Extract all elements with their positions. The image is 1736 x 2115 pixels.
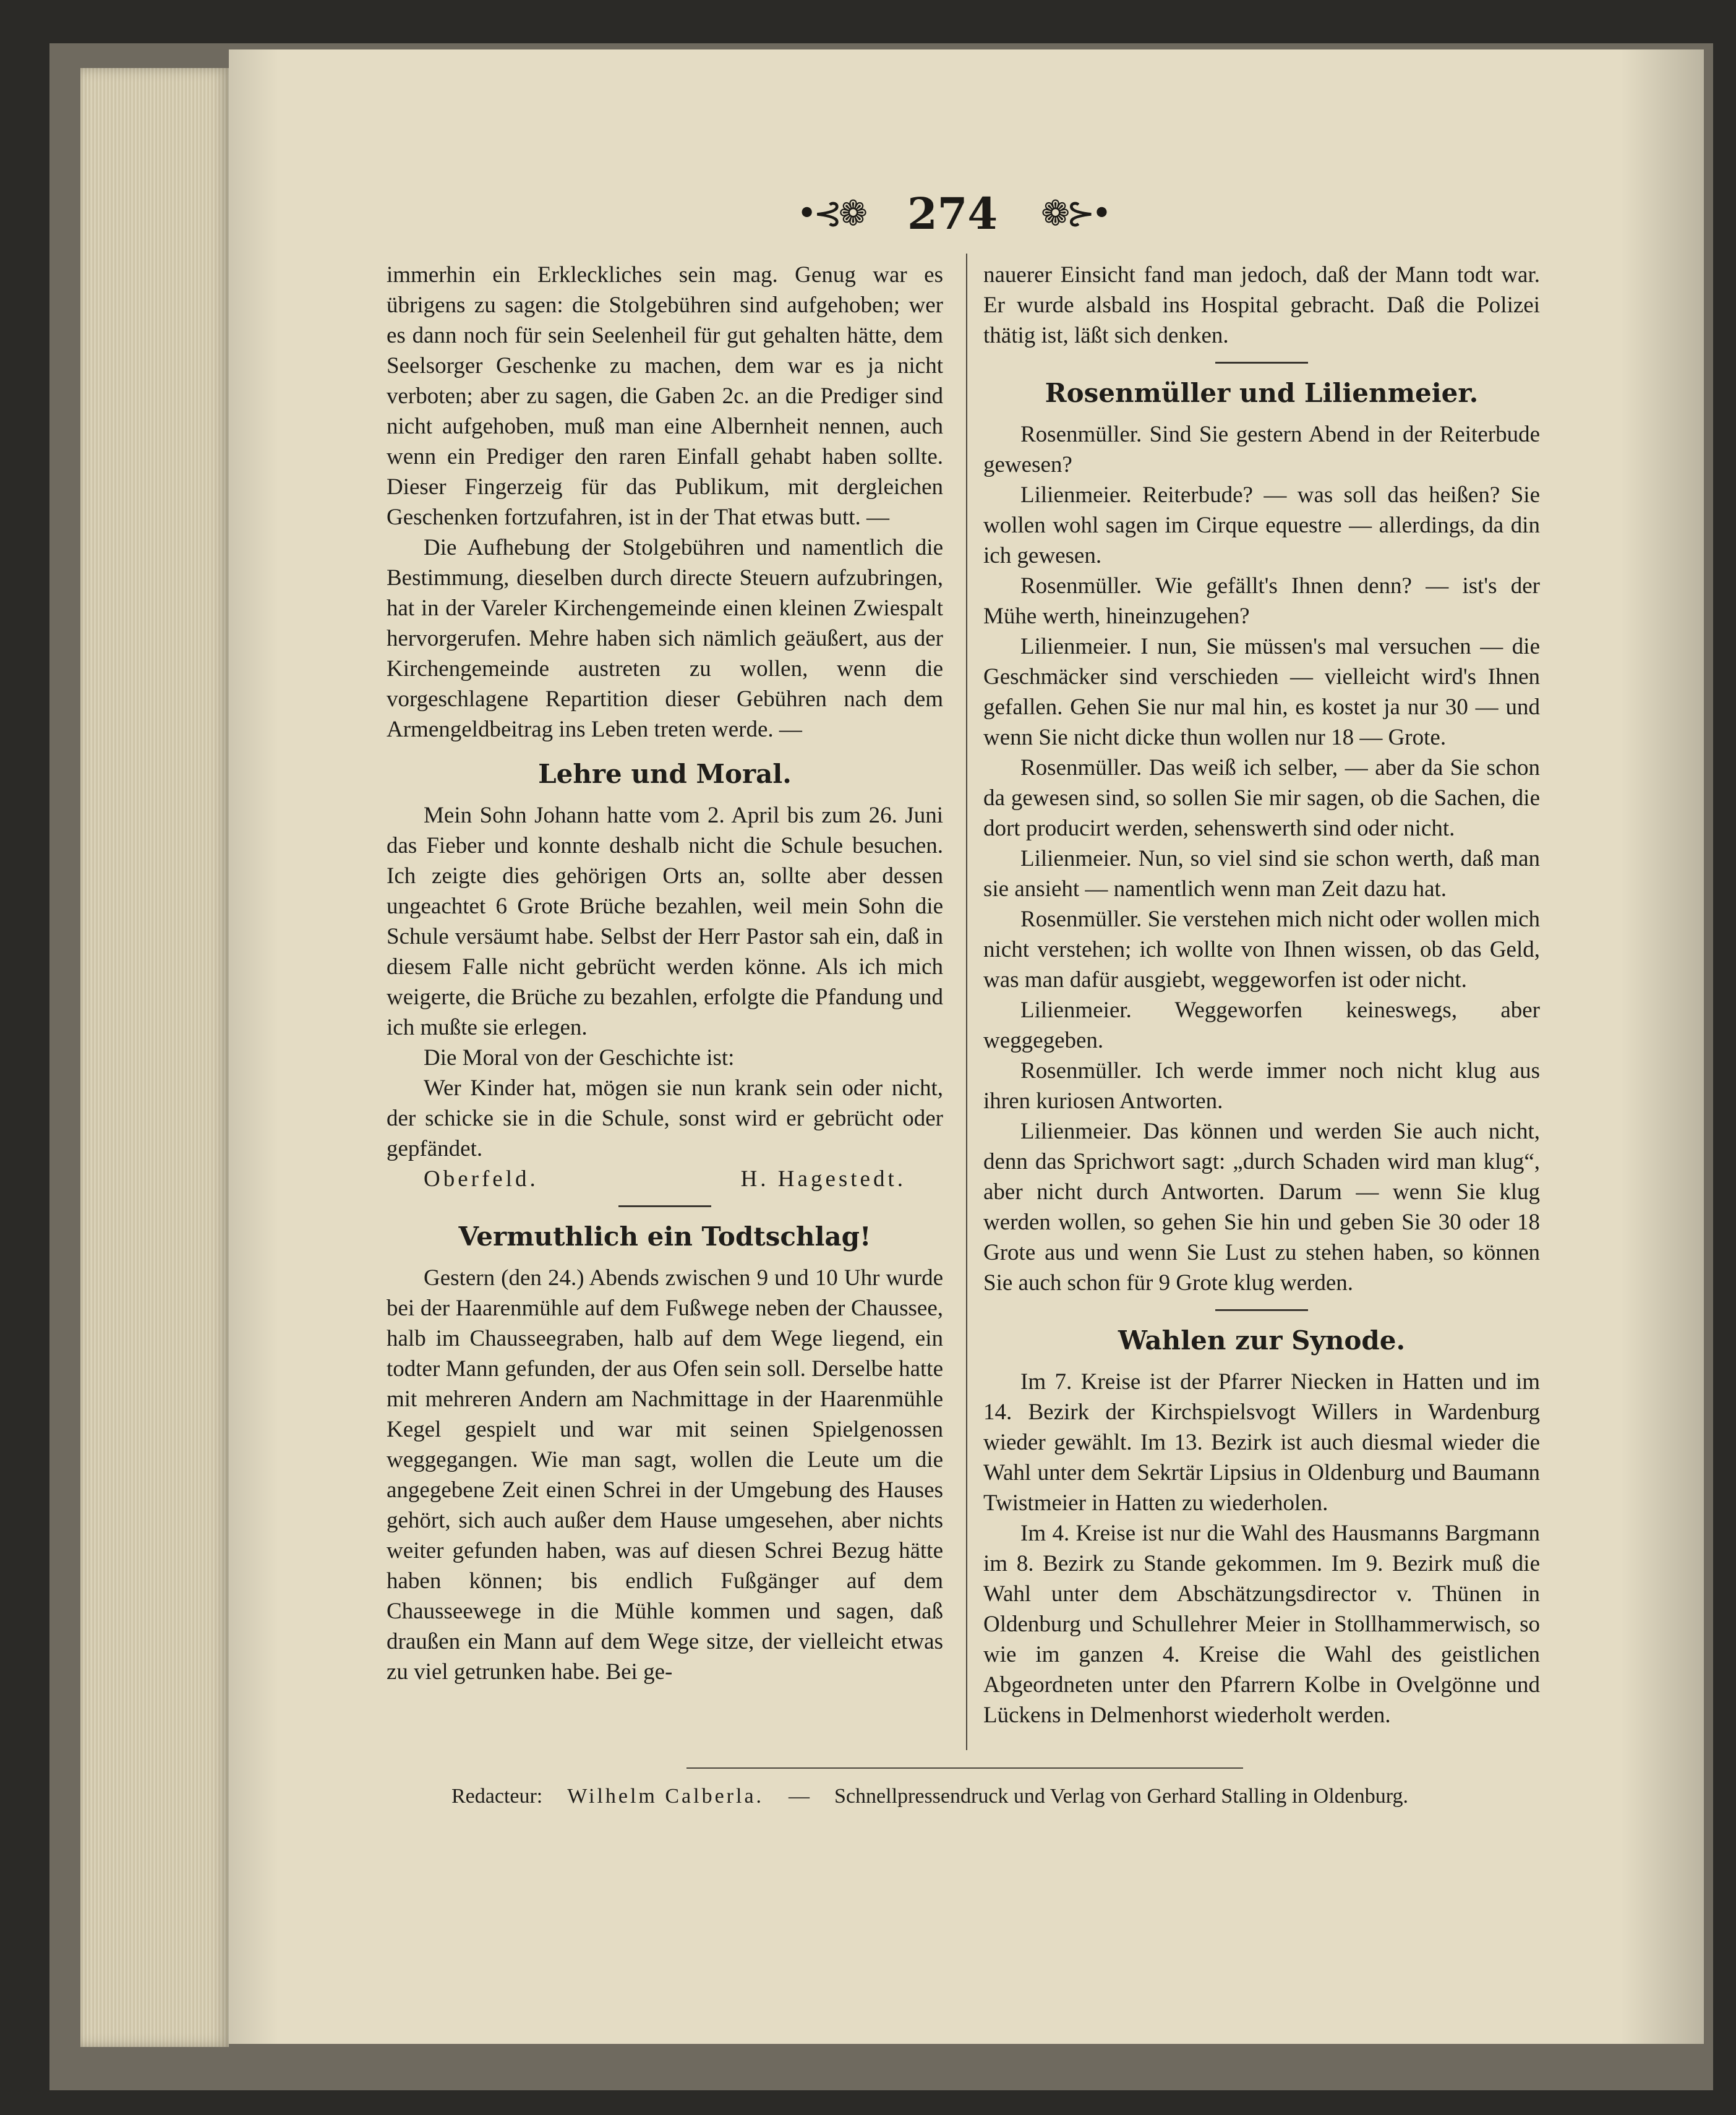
section-rule xyxy=(618,1205,711,1207)
section-title-todtschlag: Vermuthlich ein Todtschlag! xyxy=(458,1221,871,1252)
todtschlag-paragraph: Gestern (den 24.) Abends zwischen 9 und 10 Uhr wurde bei der Haarenmühle auf dem Fußwege neben der Chaussee, halb im Chausseegraben, halb auf dem Wege liegend, ein todter Mann gefunden, der aus Ofen sein soll. Derselbe hatte mit mehreren Andern am Nachmittage in der Haarenmühle Kegel gespielt und war mit seinen Spielgenossen weggegangen. Wie man sagt, wollen die Leute um die angegebene Zeit einen Schrei in der Umgebung des Hauses gehört, sich auch außer dem Hause umgesehen, aber nichts weiter gefunden haben, was auf diesen Schrei Bezug hätte haben können; bis endlich Fußgänger auf dem Chausseewege in die Mühle kommen und sagen, daß draußen ein Mann auf dem Wege sitze, der vielleicht etwas zu viel getrunken habe. Bei ge- xyxy=(387,1265,943,1685)
dialogue-line: Lilienmeier. Nun, so viel sind sie schon werth, daß man sie ansieht — namentlich wenn man Zeit dazu hat. xyxy=(983,846,1540,902)
stolgebuehren-paragraph: Die Aufhebung der Stolgebühren und namentlich die Bestimmung, dieselben durch directe Steuern aufzubringen, hat in der Vareler Kirchengemeinde einen kleinen Zwiespalt hervorgerufen. Mehre haben sich nämlich geäußert, aus der Kirchengemeinde austreten zu wollen, wenn die vorgeschlagene Repartition dieser Gebühren nach dem Armengeldbeitrag ins Leben treten werde. — xyxy=(387,535,943,742)
signature-name: H. Hagestedt. xyxy=(740,1166,906,1192)
lehre-paragraph-2: Die Moral von der Geschichte ist: xyxy=(424,1045,735,1070)
page-header xyxy=(792,186,1113,241)
dialogue-line: Lilienmeier. Das können und werden Sie auch nicht, denn das Sprichwort sagt: „durch Schaden wird man klug“, aber nicht durch Antworten. Darum — wenn Sie klug werden wollen, so gehen Sie hin und geben Sie 30 oder 18 Grote aus und wenn Sie Lust zu stehen haben, so können Sie auch schon für 9 Grote klug werden. xyxy=(983,1119,1540,1296)
page-edges xyxy=(80,68,229,2047)
right-column xyxy=(983,260,1540,1730)
left-column xyxy=(387,260,943,1687)
dialogue-line: Rosenmüller. Wie gefällt's Ihnen denn? — ist's der Mühe werth, hineinzugehen? xyxy=(983,573,1540,629)
lehre-paragraph-3: Wer Kinder hat, mögen sie nun krank sein oder nicht, der schicke sie in die Schule, sonst wird er gebrücht oder gepfändet. xyxy=(387,1075,943,1161)
footer-dash: — xyxy=(789,1785,810,1808)
wahlen-paragraph-2: Im 4. Kreise ist nur die Wahl des Hausmanns Bargmann im 8. Bezirk zu Stande gekommen. Im 9. Bezirk muß die Wahl unter dem Abschätzungsdirector v. Thünen in Oldenburg und Schullehrer Meier in Stollhammerwisch, so wie im ganzen 4. Kreise die Wahl des geistlichen Abgeordneten unter den Pfarrern Kolbe in Ovelgönne und Lückens in Delmenhorst wiederholt werden. xyxy=(983,1521,1540,1728)
dialogue-line: Rosenmüller. Sind Sie gestern Abend in der Reiterbude gewesen? xyxy=(983,422,1540,477)
signature-place: Oberfeld. xyxy=(424,1166,539,1192)
page-number: 274 xyxy=(907,187,998,239)
section-title-lehre-und-moral: Lehre und Moral. xyxy=(538,759,792,789)
section-rule xyxy=(1215,362,1308,364)
column-divider xyxy=(966,254,967,1750)
ornament-left-icon: •⊰❁ xyxy=(797,193,864,234)
dialogue-line: Rosenmüller. Ich werde immer noch nicht klug aus ihren kuriosen Antworten. xyxy=(983,1058,1540,1114)
section-title-rosenmueller: Rosenmüller und Lilienmeier. xyxy=(1045,378,1479,408)
lehre-signature xyxy=(387,1164,943,1194)
ornament-right-icon: ❁⊱• xyxy=(1041,193,1108,234)
continuation-paragraph: nauerer Einsicht fand man jedoch, daß der Mann todt war. Er wurde alsbald ins Hospital gebracht. Daß die Polizei thätig ist, läßt sich denken. xyxy=(983,262,1540,348)
footer-editor: Wilhelm Calberla. xyxy=(567,1785,764,1808)
dialogue-line: Lilienmeier. Weggeworfen keineswegs, aber weggegeben. xyxy=(983,998,1540,1053)
dialogue-line: Rosenmüller. Sie verstehen mich nicht oder wollen mich nicht verstehen; ich wollte von Ihnen wissen, ob das Geld, was man dafür ausgiebt, weggeworfen ist oder nicht. xyxy=(983,907,1540,993)
section-title-wahlen: Wahlen zur Synode. xyxy=(1118,1325,1406,1356)
imprint-footer xyxy=(451,1781,1534,1812)
lehre-paragraph-1: Mein Sohn Johann hatte vom 2. April bis zum 26. Juni das Fieber und konnte deshalb nicht die Schule besuchen. Ich zeigte dies gehörigen Orts an, sollte aber dessen ungeachtet 6 Grote Brüche bezahlen, weil mein Sohn die Schule versäumt habe. Selbst der Herr Pastor sah ein, daß in diesem Falle nicht gebrücht werden könne. Als ich mich weigerte, die Brüche zu bezahlen, erfolgte die Pfandung und ich mußte sie erlegen. xyxy=(387,803,943,1040)
dialogue-line: Rosenmüller. Das weiß ich selber, — aber da Sie schon da gewesen sind, so sollen Sie mir sagen, ob die Sachen, die dort producirt werden, sehenswerth sind oder nicht. xyxy=(983,755,1540,841)
dialogue-line: Lilienmeier. I nun, Sie müssen's mal versuchen — die Geschmäcker sind verschieden — vielleicht wird's Ihnen gefallen. Gehen Sie nur mal hin, es kostet ja nur 30 — und wenn Sie nicht dicke thun wollen nur 18 — Grote. xyxy=(983,634,1540,750)
footer-printer: Schnellpressendruck und Verlag von Gerhard Stalling in Oldenburg. xyxy=(834,1785,1408,1808)
footer-rule xyxy=(686,1767,1243,1769)
wahlen-paragraph-1: Im 7. Kreise ist der Pfarrer Niecken in Hatten und im 14. Bezirk der Kirchspielsvogt Willers in Wardenburg wieder gewählt. Im 13. Bezirk ist auch diesmal wieder die Wahl unter dem Sekrtär Lipsius in Oldenburg und Baumann Twistmeier in Hatten zu wiederholen. xyxy=(983,1369,1540,1516)
dialogue-line: Lilienmeier. Reiterbude? — was soll das heißen? Sie wollen wohl sagen im Cirque equestre — allerdings, da din ich gewesen. xyxy=(983,482,1540,568)
intro-paragraph: immerhin ein Erkleckliches sein mag. Genug war es übrigens zu sagen: die Stolgebühren sind aufgehoben; wer es dann noch für sein Seelenheil für gut gehalten hätte, dem Seelsorger Geschenke zu machen, dem war es ja nicht verboten; aber zu sagen, die Gaben 2c. an die Prediger sind nicht aufgehoben, muß man eine Albernheit nennen, auch wenn ein Prediger den raren Einfall gehabt haben sollte. Dieser Fingerzeig für das Publikum, mit dergleichen Geschenken fortzufahren, ist in der That etwas butt. — xyxy=(387,262,943,530)
footer-label: Redacteur: xyxy=(451,1785,543,1808)
section-rule xyxy=(1215,1309,1308,1311)
